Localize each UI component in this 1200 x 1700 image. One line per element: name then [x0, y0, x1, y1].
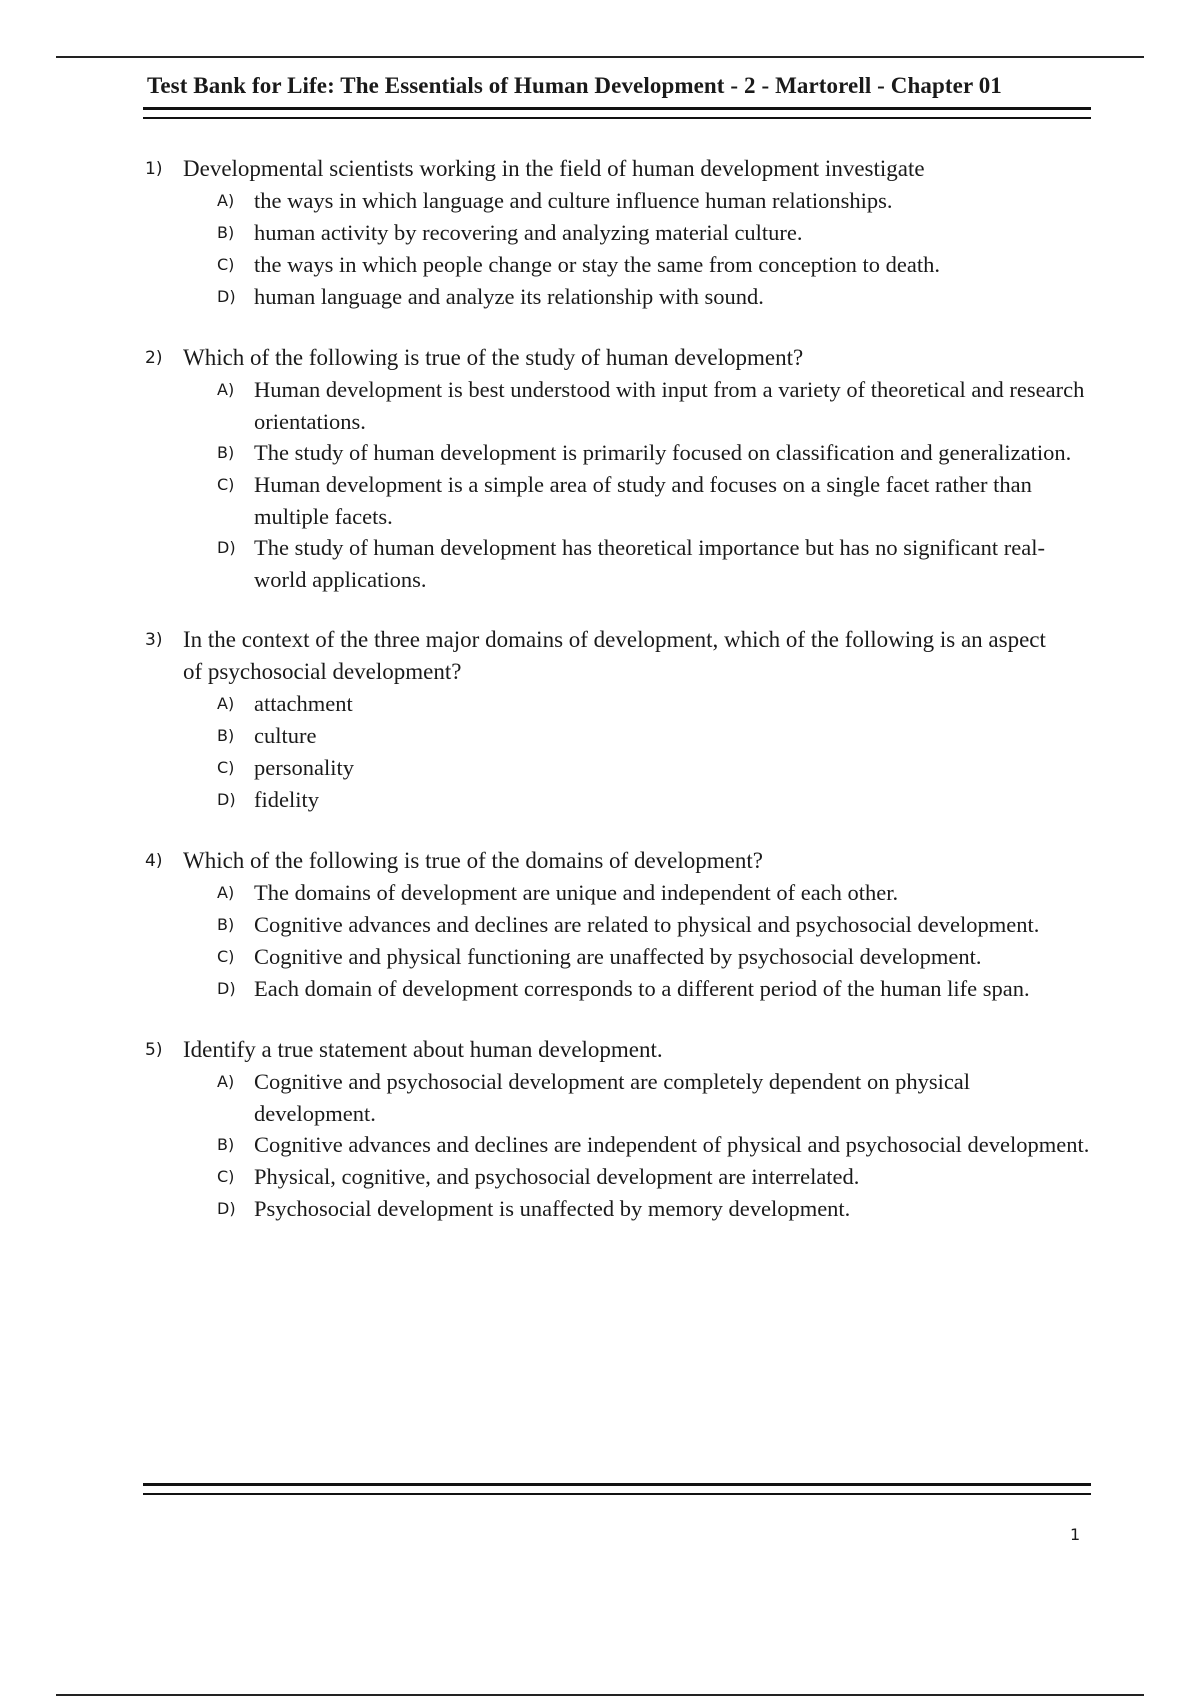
option-text: The domains of development are unique and independent of each other. [254, 880, 899, 905]
question-number: 2) [145, 348, 163, 368]
question-text: Which of the following is true of the domains of development? [183, 848, 763, 873]
answer-option [217, 752, 1105, 784]
option-text: culture [254, 723, 317, 748]
question-number: 4) [145, 851, 163, 871]
answer-option [217, 532, 1105, 595]
answer-option [217, 784, 1105, 816]
option-letter: C) [217, 1167, 235, 1186]
option-text: The study of human development has theoretical importance but has no significant real-world applications. [254, 535, 1046, 592]
question-list [145, 153, 1105, 1254]
answer-option [217, 185, 1105, 217]
option-text: human language and analyze its relationship with sound. [254, 284, 764, 309]
page-top-rule [56, 56, 1144, 58]
answer-option [217, 374, 1105, 437]
question-number: 3) [145, 630, 163, 650]
option-text: Human development is best understood with input from a variety of theoretical and research orientations. [254, 377, 1085, 434]
answer-option [217, 973, 1105, 1005]
answer-option [217, 469, 1105, 532]
option-letter: A) [217, 380, 235, 399]
option-text: Human development is a simple area of study and focuses on a single facet rather than multiple facets. [254, 472, 1032, 529]
footer-double-rule [143, 1483, 1091, 1495]
option-letter: C) [217, 475, 235, 494]
answer-option [217, 281, 1105, 313]
option-letter: D) [217, 1199, 236, 1218]
option-letter: B) [217, 223, 235, 242]
option-letter: D) [217, 287, 236, 306]
question-text: Developmental scientists working in the field of human development investigate [183, 156, 925, 181]
question-2 [145, 342, 1105, 595]
page-number: 1 [1070, 1525, 1081, 1544]
option-text: the ways in which language and culture influence human relationships. [254, 188, 893, 213]
answer-option [217, 720, 1105, 752]
answer-option [217, 1193, 1105, 1225]
question-number: 5) [145, 1040, 163, 1060]
option-letter: B) [217, 443, 235, 462]
option-text: human activity by recovering and analyzing material culture. [254, 220, 803, 245]
option-letter: A) [217, 1072, 235, 1091]
option-letter: B) [217, 1135, 235, 1154]
option-letter: C) [217, 947, 235, 966]
page-header-title: Test Bank for Life: The Essentials of Human Development - 2 - Martorell - Chapter 01 [147, 73, 1002, 98]
option-text: Physical, cognitive, and psychosocial development are interrelated. [254, 1164, 860, 1189]
header-double-rule [143, 107, 1091, 119]
answer-option [217, 217, 1105, 249]
option-letter: A) [217, 191, 235, 210]
page-bottom-rule [56, 1694, 1144, 1696]
option-text: The study of human development is primarily focused on classification and generalization. [254, 440, 1072, 465]
answer-option [217, 909, 1105, 941]
question-5 [145, 1034, 1105, 1225]
answer-option [217, 941, 1105, 973]
answer-option [217, 877, 1105, 909]
option-letter: D) [217, 979, 236, 998]
answer-option [217, 249, 1105, 281]
question-1 [145, 153, 1105, 313]
option-text: Cognitive advances and declines are independent of physical and psychosocial development. [254, 1132, 1090, 1157]
answer-option [217, 1129, 1105, 1161]
option-text: Psychosocial development is unaffected by memory development. [254, 1196, 851, 1221]
question-3 [145, 624, 1105, 816]
answer-option [217, 1066, 1105, 1129]
answer-option [217, 1161, 1105, 1193]
option-text: Cognitive advances and declines are related to physical and psychosocial development. [254, 912, 1040, 937]
option-letter: D) [217, 538, 236, 557]
question-number: 1) [145, 159, 163, 179]
question-text: Which of the following is true of the study of human development? [183, 345, 804, 370]
answer-option [217, 688, 1105, 720]
question-text: In the context of the three major domains of development, which of the following is an aspect of psychosocial development? [183, 627, 1046, 684]
question-4 [145, 845, 1105, 1005]
option-text: Each domain of development corresponds to a different period of the human life span. [254, 976, 1030, 1001]
option-letter: D) [217, 790, 236, 809]
option-text: attachment [254, 691, 353, 716]
option-letter: B) [217, 915, 235, 934]
answer-option [217, 437, 1105, 469]
option-letter: C) [217, 758, 235, 777]
option-letter: B) [217, 726, 235, 745]
option-text: personality [254, 755, 354, 780]
option-letter: A) [217, 694, 235, 713]
option-letter: C) [217, 255, 235, 274]
option-letter: A) [217, 883, 235, 902]
option-text: fidelity [254, 787, 319, 812]
question-text: Identify a true statement about human development. [183, 1037, 663, 1062]
option-text: Cognitive and physical functioning are unaffected by psychosocial development. [254, 944, 982, 969]
option-text: Cognitive and psychosocial development are completely dependent on physical development. [254, 1069, 971, 1126]
option-text: the ways in which people change or stay the same from conception to death. [254, 252, 941, 277]
